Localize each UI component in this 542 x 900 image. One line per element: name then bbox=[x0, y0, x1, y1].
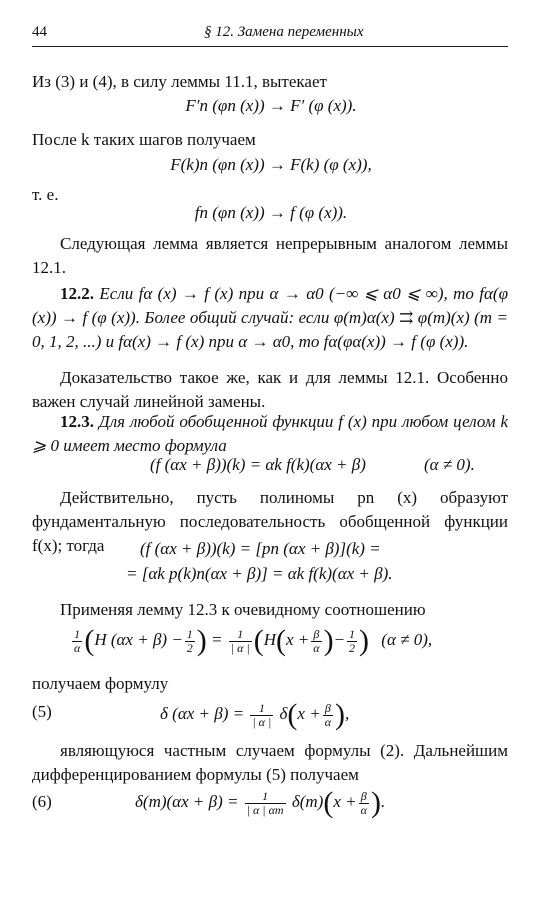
lemma-12-3 bbox=[32, 410, 508, 458]
equation-8-label: (6) bbox=[32, 792, 52, 811]
lemma-12-3-text: Для любой обобщенной функции f (x) при любом целом k ⩾ 0 имеет место формула bbox=[32, 412, 509, 455]
section-title: § 12. Замена переменных bbox=[204, 24, 364, 40]
lemma-12-2 bbox=[32, 282, 508, 354]
equation-3: fn (φn (x)) → f (φ (x)). bbox=[194, 203, 348, 222]
paragraph-9: являющуюся частным случаем формулы (2). Дальнейшим дифференцированием формулы (5) получаем bbox=[32, 741, 508, 784]
equation-4: (f (αx + β))(k) = αk f(k)(αx + β) bbox=[150, 455, 366, 474]
lemma-12-2-label: 12.2. bbox=[60, 284, 94, 303]
equation-5a: (f (αx + β))(k) = [pn (αx + β)](k) = bbox=[140, 539, 381, 558]
equation-2: F(k)n (φn (x)) → F(k) (φ (x)), bbox=[170, 155, 372, 174]
paragraph-5: Доказательство такое же, как и для леммы 12.1. Особенно важен случай линейной замены. bbox=[32, 368, 508, 411]
equation-7-label: (5) bbox=[32, 702, 52, 721]
page-header bbox=[32, 22, 508, 44]
equation-4-condition: (α ≠ 0). bbox=[424, 455, 475, 474]
lemma-12-3-label: 12.3. bbox=[60, 412, 94, 431]
paragraph-3: т. е. bbox=[32, 185, 59, 204]
paragraph-7: Применяя лемму 12.3 к очевидному соотношению bbox=[60, 600, 426, 619]
fraction: $\frac{1}{\alpha}$ bbox=[74, 626, 81, 655]
equation-5b: = [αk p(k)n(αx + β)] = αk f(k)(αx + β). bbox=[126, 564, 393, 583]
paragraph-6: Действительно, пусть полиномы pn (x) образуют фундаментальную последовательность обобщенной функции f(x); тогда bbox=[32, 488, 508, 555]
paragraph-2: После k таких шагов получаем bbox=[32, 130, 256, 149]
paragraph-4: Следующая лемма является непрерывным аналогом леммы 12.1. bbox=[32, 234, 508, 277]
paragraph-8: получаем формулу bbox=[32, 674, 169, 693]
lemma-12-2-text: Если fα (x) → f (x) при α → α0 (−∞ ⩽ α0 ⩽ ∞), то fα(φ (x)) → f (φ (x)). Более общий случай: если φ(m)α(x) ⇉ φ(m)(x) (m = 0, 1, 2, ...) и fα(x) → f (x) при α → α0, то fα(φα(x)) → f (φ (x)). bbox=[32, 284, 509, 351]
paragraph-1: Из (3) и (4), в силу леммы 11.1, вытекает bbox=[32, 72, 327, 91]
equation-8: δ(m)(αx + β) = $\frac{1}{| \alpha | \alpha m}$ δ(m)(x + $\frac{\beta}{\alpha}$ ). bbox=[135, 786, 386, 819]
equation-7: δ (αx + β) = $\frac{1}{| \alpha |}$ δ(x + $\frac{\beta}{\alpha}$ ), bbox=[160, 698, 350, 731]
equation-6: $\frac{1}{\alpha}$ (H (αx + β) − $\frac{1}{2}$ ) = $\frac{1}{| \alpha |}$ (H(x + $\frac{\beta}{\alpha}$ )− $\frac{1}{2}$ ) (α ≠ 0), bbox=[74, 624, 433, 657]
equation-1: F′n (φn (x)) → F′ (φ (x)). bbox=[185, 96, 357, 115]
header-rule bbox=[32, 46, 508, 47]
page-number: 44 bbox=[32, 24, 47, 40]
